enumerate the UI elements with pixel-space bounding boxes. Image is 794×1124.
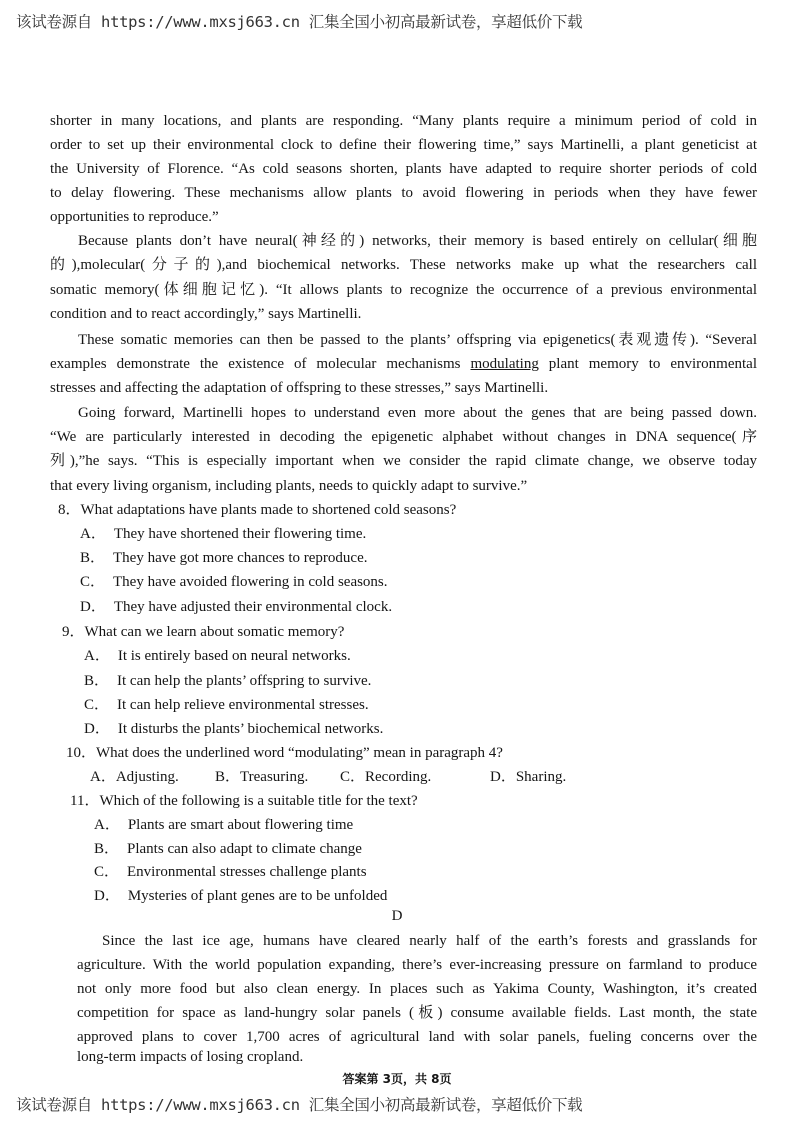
question-text: Which of the following is a suitable title for the text?	[99, 793, 418, 809]
options-row	[90, 768, 590, 786]
option-a	[90, 768, 215, 786]
question-8	[58, 501, 456, 519]
option-letter: A．	[80, 526, 106, 542]
option-text: Environmental stresses challenge plants	[127, 864, 367, 880]
page-number: 答案第 3页，共 8页	[342, 1072, 452, 1086]
question-number: 11．	[70, 793, 100, 809]
passage-line: stresses and affecting the adaptation of offspring to these stresses,” says Martinelli.	[50, 380, 549, 396]
passage-line	[50, 355, 757, 373]
option-letter: D．	[490, 769, 516, 785]
option-c	[94, 863, 367, 881]
passage-line: shorter in many locations, and plants are responding. “Many plants require a minimum period of cold in	[50, 113, 757, 129]
option-a	[84, 647, 351, 665]
passage-line: Because plants don’t have neural(神经的) networks, their memory is based entirely on cellular(细胞	[78, 233, 757, 249]
option-letter: D．	[94, 888, 120, 904]
question-text: What does the underlined word “modulating” mean in paragraph 4?	[96, 745, 503, 761]
question-number: 9．	[62, 624, 85, 640]
option-b	[94, 840, 362, 858]
passage-line: approved plans to cover 1,700 acres of agricultural land with solar panels, fueling concerns over the	[77, 1029, 757, 1045]
passage-line: Going forward, Martinelli hopes to understand even more about the genes that are being passed down.	[78, 405, 757, 421]
option-d	[84, 720, 383, 738]
section-heading: D	[391, 908, 403, 924]
option-letter: D．	[80, 599, 106, 615]
option-text: They have avoided flowering in cold seasons.	[113, 574, 388, 590]
option-d	[490, 768, 590, 786]
option-text: Adjusting.	[115, 769, 179, 785]
question-text: What can we learn about somatic memory?	[84, 624, 345, 640]
option-text: They have adjusted their environmental clock.	[113, 599, 393, 615]
option-b	[215, 768, 340, 786]
question-text: What adaptations have plants made to shortened cold seasons?	[80, 502, 457, 518]
option-text: Sharing.	[515, 769, 567, 785]
passage-line: 列),”he says. “This is especially important when we consider the rapid climate change, we observe today	[50, 453, 757, 469]
question-number: 8．	[58, 502, 81, 518]
option-text: They have shortened their flowering time.	[113, 526, 367, 542]
option-c	[80, 573, 388, 591]
option-text: Plants are smart about flowering time	[127, 817, 354, 833]
passage-line: opportunities to reproduce.”	[50, 209, 219, 225]
option-letter: C．	[340, 769, 366, 785]
passage-line: “We are particularly interested in decoding the epigenetic alphabet without changes in DNA sequence(序	[50, 429, 757, 445]
option-a	[80, 525, 366, 543]
option-letter: B．	[215, 769, 241, 785]
passage-line: somatic memory(体细胞记忆). “It allows plants to recognize the occurrence of a previous environmental	[50, 282, 757, 298]
option-d	[80, 598, 392, 616]
option-d	[94, 887, 387, 905]
option-letter: C．	[80, 574, 106, 590]
watermark-bottom: 该试卷源自 https://www.mxsj663.cn 汇集全国小初高最新试卷，享超低价下载	[16, 1096, 583, 1114]
option-text: It can help the plants’ offspring to survive.	[117, 673, 372, 689]
option-text: Plants can also adapt to climate change	[127, 841, 362, 857]
passage-line: condition and to react accordingly,” says Martinelli.	[50, 306, 362, 322]
option-letter: B．	[94, 841, 120, 857]
option-letter: B．	[80, 550, 106, 566]
passage-line: long-term impacts of losing cropland.	[77, 1049, 304, 1065]
passage-line: order to set up their environmental clock to define their flowering time,” says Martinelli, a plant geneticist at	[50, 137, 757, 153]
passage-line: competition for space as land-hungry solar panels (板) consume available fields. Last month, the state	[77, 1005, 757, 1021]
question-10	[66, 744, 503, 762]
passage-line: the University of Florence. “As cold seasons shorten, plants have adapted to require shorter periods of cold	[50, 161, 757, 177]
passage-line: 的),molecular(分子的),and biochemical networks. These networks make up what the researchers call	[50, 257, 757, 273]
option-c	[340, 768, 490, 786]
watermark-top: 该试卷源自 https://www.mxsj663.cn 汇集全国小初高最新试卷，享超低价下载	[16, 13, 583, 31]
passage-line: agriculture. With the world population expanding, there’s ever-increasing pressure on farmland to produce	[77, 957, 757, 973]
passage-line: These somatic memories can then be passed to the plants’ offspring via epigenetics(表观遗传). “Several	[78, 332, 757, 348]
option-text: It is entirely based on neural networks.	[117, 648, 351, 664]
option-letter: A．	[94, 817, 120, 833]
passage-line: to delay flowering. These mechanisms allow plants to avoid flowering in periods when they have fewer	[50, 185, 757, 201]
option-text: They have got more chances to reproduce.	[113, 550, 368, 566]
question-11	[70, 792, 418, 810]
passage-line: Since the last ice age, humans have cleared nearly half of the earth’s forests and grasslands for	[102, 933, 757, 949]
option-a	[94, 816, 353, 834]
option-letter: D．	[84, 721, 110, 737]
question-9	[62, 623, 344, 641]
option-text: Recording.	[365, 769, 432, 785]
option-text: Mysteries of plant genes are to be unfolded	[127, 888, 388, 904]
text-segment: examples demonstrate the existence of molecular mechanisms	[50, 356, 471, 372]
option-letter: C．	[94, 864, 120, 880]
option-c	[84, 696, 369, 714]
underlined-word: modulating	[470, 356, 539, 372]
option-letter: B．	[84, 673, 110, 689]
passage-line: that every living organism, including plants, needs to quickly adapt to survive.”	[50, 478, 528, 494]
option-letter: A．	[84, 648, 110, 664]
option-letter: C．	[84, 697, 110, 713]
option-letter: A．	[90, 769, 116, 785]
option-b	[80, 549, 368, 567]
option-text: It disturbs the plants’ biochemical networks.	[117, 721, 384, 737]
passage-line: not only more food but also clean energy. In places such as Yakima County, Washington, it’s created	[77, 981, 757, 997]
text-segment: plant memory to environmental	[538, 356, 757, 372]
option-text: Treasuring.	[240, 769, 309, 785]
question-number: 10．	[66, 745, 97, 761]
option-b	[84, 672, 371, 690]
option-text: It can help relieve environmental stresses.	[117, 697, 369, 713]
